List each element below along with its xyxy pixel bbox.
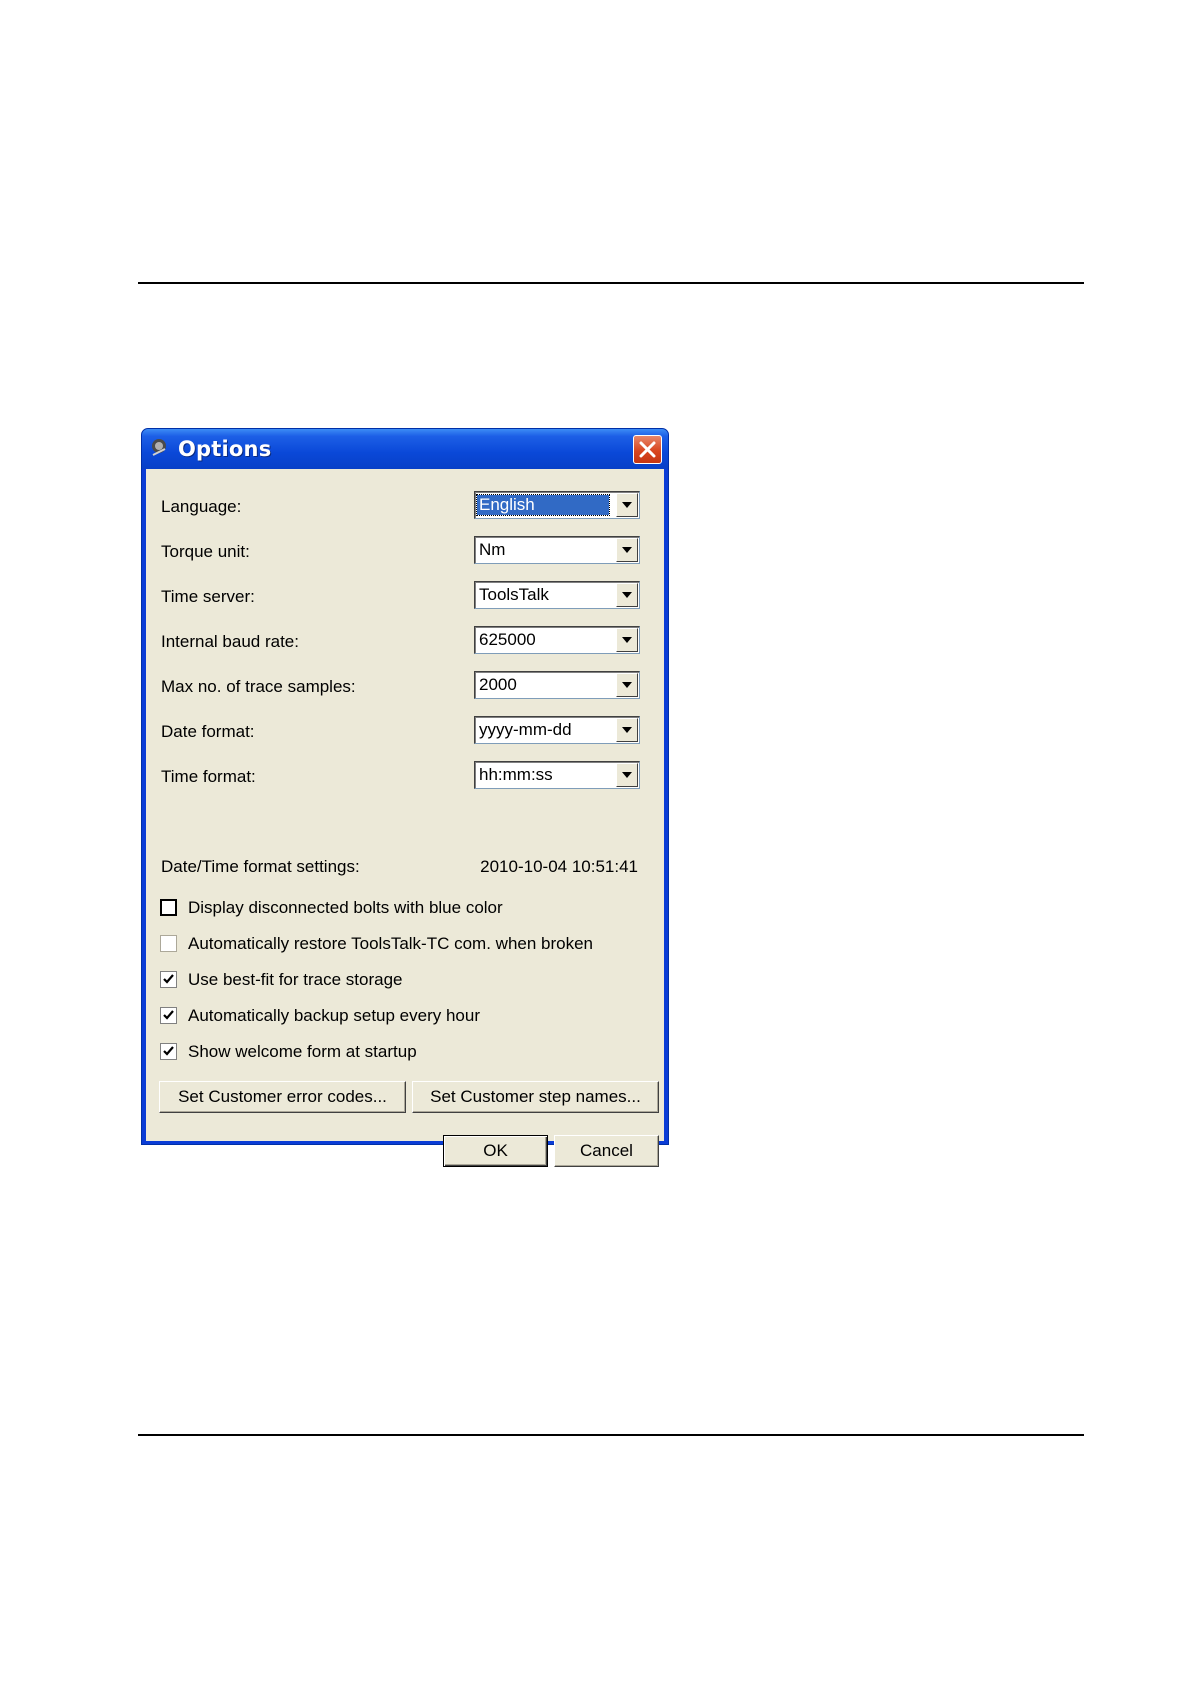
checkbox-label: Automatically restore ToolsTalk-TC com. when broken (188, 934, 594, 953)
baud-rate-value: 625000 (479, 630, 536, 649)
datetime-preview: 2010-10-04 10:51:41 (480, 857, 638, 876)
set-step-names-button[interactable]: Set Customer step names... (412, 1081, 659, 1113)
checkbox-label: Display disconnected bolts with blue color (188, 898, 503, 917)
dialog-body (146, 469, 664, 1160)
dropdown-arrow[interactable] (616, 538, 638, 562)
baud-rate-select[interactable] (474, 626, 640, 654)
torque-unit-value: Nm (479, 540, 506, 559)
trace-samples-select[interactable] (474, 671, 640, 699)
dropdown-arrow[interactable] (616, 583, 638, 607)
title-bar[interactable] (142, 429, 668, 469)
ok-button[interactable]: OK (443, 1135, 548, 1167)
chevron-down-icon (622, 727, 632, 733)
time-server-select[interactable] (474, 581, 640, 609)
chevron-down-icon (622, 772, 632, 778)
language-select[interactable] (474, 491, 640, 519)
date-format-label: Date format: (161, 722, 255, 741)
options-dialog (141, 428, 669, 1160)
footer-rule (138, 1434, 1084, 1436)
time-format-value: hh:mm:ss (479, 765, 553, 784)
time-format-label: Time format: (161, 767, 256, 786)
checkbox[interactable] (160, 899, 177, 916)
baud-rate-label: Internal baud rate: (161, 632, 299, 651)
dropdown-arrow[interactable] (616, 763, 638, 787)
language-label: Language: (161, 497, 242, 516)
date-format-select[interactable] (474, 716, 640, 744)
dialog-title: Options (178, 437, 272, 461)
torque-unit-select[interactable] (474, 536, 640, 564)
header-rule (138, 282, 1084, 284)
app-icon (150, 438, 170, 458)
dropdown-arrow[interactable] (616, 673, 638, 697)
dropdown-arrow[interactable] (616, 718, 638, 742)
cancel-button[interactable]: Cancel (554, 1135, 659, 1167)
time-server-value: ToolsTalk (479, 585, 549, 604)
checkbox-label: Automatically backup setup every hour (188, 1006, 480, 1025)
datetime-settings-label: Date/Time format settings: (161, 857, 360, 876)
trace-samples-label: Max no. of trace samples: (161, 677, 356, 696)
language-value: English (477, 495, 609, 515)
set-error-codes-button[interactable]: Set Customer error codes... (159, 1081, 406, 1113)
chevron-down-icon (622, 682, 632, 688)
torque-unit-label: Torque unit: (161, 542, 250, 561)
dropdown-arrow[interactable] (616, 493, 638, 517)
checkbox-label: Show welcome form at startup (188, 1042, 417, 1061)
chevron-down-icon (622, 502, 632, 508)
checkbox[interactable] (160, 1043, 177, 1060)
chevron-down-icon (622, 637, 632, 643)
close-button[interactable] (633, 435, 662, 464)
checkmark-icon (163, 1046, 174, 1057)
dropdown-arrow[interactable] (616, 628, 638, 652)
chevron-down-icon (622, 547, 632, 553)
checkbox[interactable] (160, 971, 177, 988)
date-format-value: yyyy-mm-dd (479, 720, 572, 739)
checkbox-label: Use best-fit for trace storage (188, 970, 403, 989)
checkbox[interactable] (160, 935, 177, 952)
time-server-label: Time server: (161, 587, 255, 606)
time-format-select[interactable] (474, 761, 640, 789)
checkmark-icon (163, 1010, 174, 1021)
chevron-down-icon (622, 592, 632, 598)
close-icon (639, 441, 656, 458)
trace-samples-value: 2000 (479, 675, 517, 694)
checkmark-icon (163, 974, 174, 985)
checkbox[interactable] (160, 1007, 177, 1024)
